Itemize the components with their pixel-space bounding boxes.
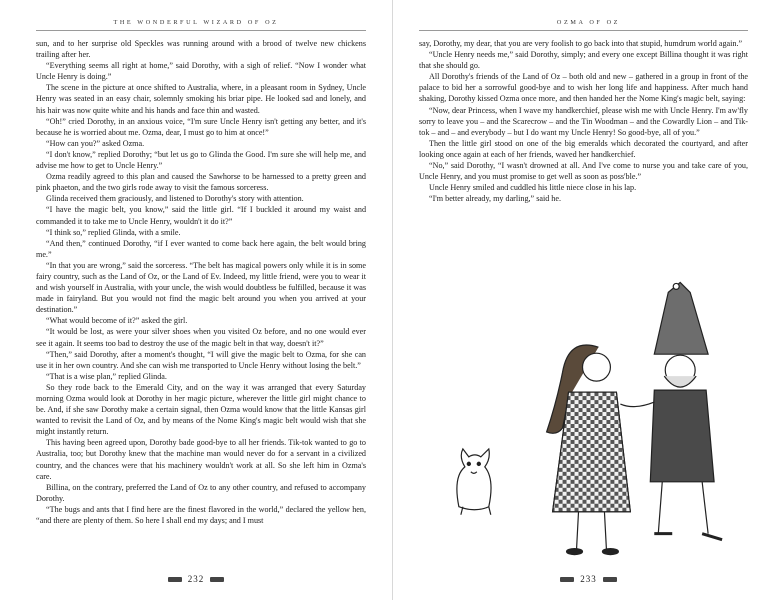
paragraph: “No,” said Dorothy, “I wasn't drowned at all. And I've come to nurse you and take care of you, Uncle Henry, and you must promise to get well as soon as poss'ble.” [419,161,748,182]
paragraph: “Everything seems all right at home,” said Dorothy, with a sigh of relief. “Now I wonder what Uncle Henry is doing.” [36,61,366,82]
paragraph: Ozma readily agreed to this plan and caused the Sawhorse to be harnessed to a pretty green and pink phaeton, and the two girls rode away to visit the famous sorceress. [36,172,366,193]
paragraph: “I have the magic belt, you know,” said the little girl. “If I buckled it around my waist and commanded it to take me to Uncle Henry, wouldn't it do it?” [36,205,366,226]
paragraph: “Now, dear Princess, when I wave my handkerchief, please wish me with Uncle Henry. I'm aw'fly sorry to leave you – and the Scarecrow – and the Tin Woodman – and the Cowardly Lion – and Tik-tok – and – and everybody – but I do want my Uncle Henry! So good-bye, all of you.” [419,105,748,137]
header-rule [419,30,748,31]
paragraph: This having been agreed upon, Dorothy bade good-bye to all her friends. Tik-tok wanted to go to Australia, too; but Dorothy knew that the machine man would never do for a servant in a civilized country, and the chances were that his machinery wouldn't work at all. So she left him in Ozma's care. [36,438,366,481]
girl-figure [547,345,631,555]
ornament-icon [210,577,224,582]
page-number [0,574,392,584]
running-head: THE WONDERFUL WIZARD OF OZ [113,19,279,26]
paragraph: sun, and to her surprise old Speckles was running around with a brood of twelve new chickens trailing after her. [36,39,366,60]
paragraph: “I'm better already, my darling,” said he. [429,194,562,204]
paragraph: “It would be lost, as were your silver shoes when you visited Oz before, and no one would ever see it again. It seems too bad to destroy the use of the magic belt in that way, doesn't it?” [36,327,366,348]
page-number-text: 233 [580,574,597,584]
paragraph: “The bugs and ants that I find here are the finest flavored in the world,” declared the yellow hen, “and there are plenty of them. So here I shall end my days; and I must [36,504,366,526]
uncle-figure [620,282,722,539]
dog-figure [457,449,491,515]
paragraph: say, Dorothy, my dear, that you are very foolish to go back into that stupid, humdrum world again.” [419,39,743,48]
paragraph: Glinda received them graciously, and listened to Dorothy's story with attention. [46,194,304,204]
ornament-icon [603,577,617,582]
page-number [393,574,784,584]
paragraph: Billina, on the contrary, preferred the Land of Oz to any other country, and refused to accompany Dorothy. [36,482,366,503]
paragraph: All Dorothy's friends of the Land of Oz – both old and new – gathered in a group in front of the palace to bid her a sorrowful good-bye and to wish her long life and happiness. After much hand shaking, Dorothy kissed Ozma once more, and then handed her the Nome King's magic belt, saying: [419,72,748,104]
paragraph: Then the little girl stood on one of the big emeralds which decorated the courtyard, and after looking once again at each of her friends, waved her handkerchief. [419,138,748,159]
paragraph: The scene in the picture at once shifted to Australia, where, in a pleasant room in Sydney, Uncle Henry was seated in an easy chair, solemnly smoking his briar pipe. He looked sad and lonely, and his hair was now quite white and his hands and face thin and wasted. [36,83,366,115]
paragraph: “What would become of it?” asked the girl. [46,316,188,326]
paragraph: “In that you are wrong,” said the sorceress. “The belt has magical powers only while it is in some fairy country, such as the Land of Oz, or the Land of Ev. Indeed, my little friend, were you to wear it and wish yourself in Australia, with your uncle, the wish would doubtless be fulfilled, because it was made in fairyland. But you would not find the magic belt around you when you arrived at your destination.” [36,260,366,315]
ornament-icon [168,577,182,582]
illustration-dorothy-and-uncle [419,272,748,572]
paragraph: “Then,” said Dorothy, after a moment's thought, “I will give the magic belt to Ozma, for she can use it in her own country. And she can wish me transported to Uncle Henry without losing the belt.” [36,349,366,370]
paragraph: Uncle Henry smiled and cuddled his little niece close in his lap. [429,183,637,193]
paragraph: So they rode back to the Emerald City, and on the way it was arranged that every Saturday morning Ozma would look at Dorothy in her magic picture, wherever the little girl might chance to be. And, if she saw Dorothy make a certain signal, then Ozma would know that the little Kansas girl wanted to revisit the Land of Oz, and by means of the Nome King's magic belt would wish that she might instantly return. [36,382,366,437]
paragraph: “Uncle Henry needs me,” said Dorothy, simply; and every one except Billina thought it was right that she should go. [419,50,748,71]
page-number-text: 232 [187,574,205,584]
paragraph: “Oh!” cried Dorothy, in an anxious voice, “I'm sure Uncle Henry isn't getting any better, and it's because he is worried about me. Ozma, dear, I must go to him at once!” [36,116,366,137]
body-text [419,38,748,204]
paragraph: “That is a wise plan,” replied Glinda. [46,371,167,381]
paragraph: “I don't know,” replied Dorothy; “but let us go to Glinda the Good. I'm sure she will help me, and advise me how to get to Uncle Henry.” [36,149,366,171]
header-rule [36,30,366,31]
running-head: OZMA OF OZ [556,19,621,26]
paragraph: “I think so,” replied Glinda, with a smile. [46,227,181,237]
body-text [36,38,366,526]
right-page [392,0,784,600]
ornament-icon [560,577,574,582]
paragraph: “And then,” continued Dorothy, “if I ever wanted to come back here again, the belt would bring me.” [36,238,366,259]
paragraph: “How can you?” asked Ozma. [46,138,145,148]
illustration-drawing [419,272,748,572]
